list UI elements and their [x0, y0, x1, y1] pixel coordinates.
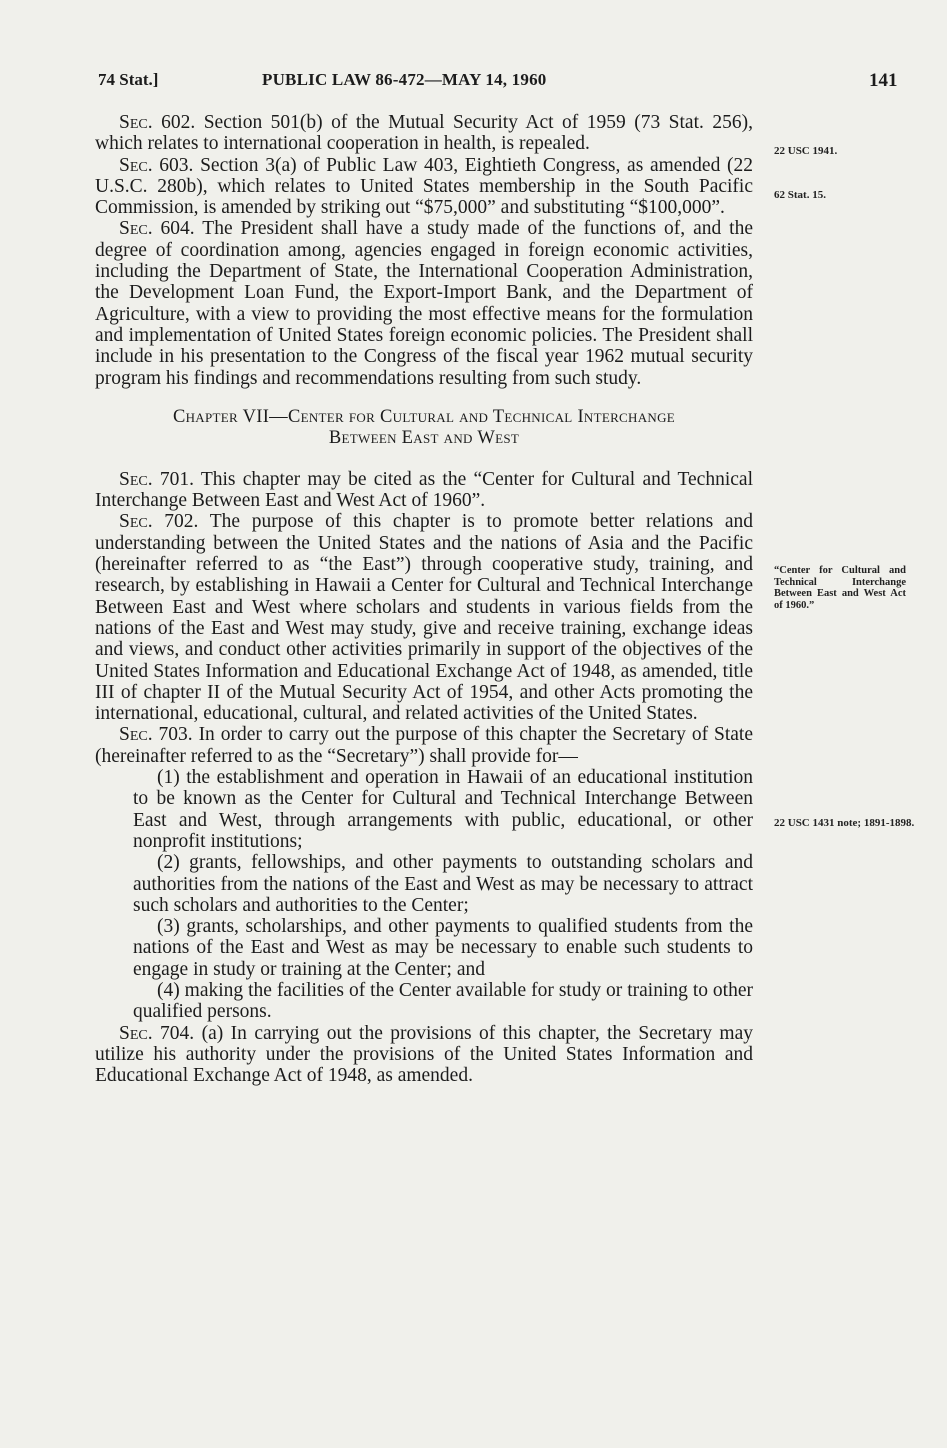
- page-header: [0, 70, 947, 100]
- section-701: [95, 469, 753, 512]
- margin-note-22-usc-1431: 22 USC 1431 note; 1891-1898.: [774, 817, 915, 829]
- section-text: Section 3(a) of Public Law 403, Eightieth Congress, as amended (22 U.S.C. 280b), which relates to United States membership in the South Pacific Commission, is amended by striking out “$75,000” and substituting “$100,000”.: [95, 154, 753, 219]
- page-number: 141: [869, 70, 898, 91]
- section-602: [95, 112, 753, 155]
- section-text: This chapter may be cited as the “Center for Cultural and Technical Interchange Between East and West Act of 1960”.: [95, 468, 753, 512]
- section-text: (a) In carrying out the provisions of this chapter, the Secretary may utilize his authority under the provisions of the United States Information and Educational Exchange Act of 1948, as amended.: [95, 1022, 753, 1087]
- chapter-heading: [95, 407, 753, 449]
- chapter-heading-line-2: Between East and West: [328, 427, 520, 448]
- section-label: Sec. 703.: [119, 724, 193, 746]
- section-703-item-4: (4) making the facilities of the Center available for study or training to other qualified persons.: [133, 979, 753, 1023]
- section-label: Sec. 701.: [119, 468, 194, 490]
- margin-note-62-stat-15: 62 Stat. 15.: [774, 189, 826, 201]
- body-text: [95, 112, 753, 1086]
- section-703: [95, 724, 753, 767]
- chapter-heading-line-1: Chapter VII—Center for Cultural and Technical Interchange: [172, 406, 676, 427]
- section-text: The President shall have a study made of the functions of, and the degree of coordination among, agencies engaged in foreign economic activities, including the Department of State, the International Cooperation Administration, the Development Loan Fund, the Export-Import Bank, and the Department of Agriculture, with a view to providing the most effective means for the formulation and implementation of United States foreign economic policies. The President shall include in his presentation to the Congress of the fiscal year 1962 mutual security program his findings and recommendations resulting from such study.: [95, 218, 753, 389]
- section-702: [95, 511, 753, 724]
- running-title: PUBLIC LAW 86-472—MAY 14, 1960: [262, 70, 547, 89]
- margin-note-short-title: “Center for Cultural and Technical Interchange Between East and West Act of 1960.”: [774, 565, 906, 611]
- volume-reference: 74 Stat.]: [98, 70, 159, 89]
- section-604: [95, 218, 753, 388]
- section-label: Sec. 604.: [119, 218, 195, 240]
- section-703-item-2: (2) grants, fellowships, and other payments to outstanding scholars and authorities from the nations of the East and West as may be necessary to attract such scholars and authorities to the Center;: [133, 852, 753, 916]
- section-703-item-1: (1) the establishment and operation in Hawaii of an educational institution to be known as the Center for Cultural and Technical Interchange Between East and West, through arrangements with public, educational, or other nonprofit institutions;: [133, 767, 753, 852]
- section-text: In order to carry out the purpose of this chapter the Secretary of State (hereinafter referred to as the “Secretary”) shall provide for—: [95, 724, 753, 767]
- section-label: Sec. 603.: [119, 154, 194, 176]
- section-label: Sec. 702.: [119, 511, 199, 533]
- margin-note-22-usc-1941: 22 USC 1941.: [774, 145, 838, 157]
- section-703-item-3: (3) grants, scholarships, and other payments to qualified students from the nations of the East and West as may be necessary to enable such students to engage in study or training at the Center; and: [133, 916, 753, 980]
- section-text: The purpose of this chapter is to promote better relations and understanding between the United States and the nations of Asia and the Pacific (hereinafter referred to as “the East”) through cooperative study, training, and research, by establishing in Hawaii a Center for Cultural and Technical Interchange Between East and West where scholars and students in various fields from the nations of the East and West may study, give and receive training, exchange ideas and views, and conduct other activities primarily in support of the objectives of the United States Information and Educational Exchange Act of 1948, as amended, title III of chapter II of the Mutual Security Act of 1954, and other Acts promoting the international, educational, cultural, and related activities of the United States.: [95, 511, 753, 725]
- section-label: Sec. 704.: [119, 1022, 195, 1044]
- section-704: [95, 1023, 753, 1087]
- section-label: Sec. 602.: [119, 112, 196, 133]
- section-603: [95, 155, 753, 219]
- section-text: Section 501(b) of the Mutual Security Act of 1959 (73 Stat. 256), which relates to international cooperation in health, is repealed.: [95, 112, 753, 155]
